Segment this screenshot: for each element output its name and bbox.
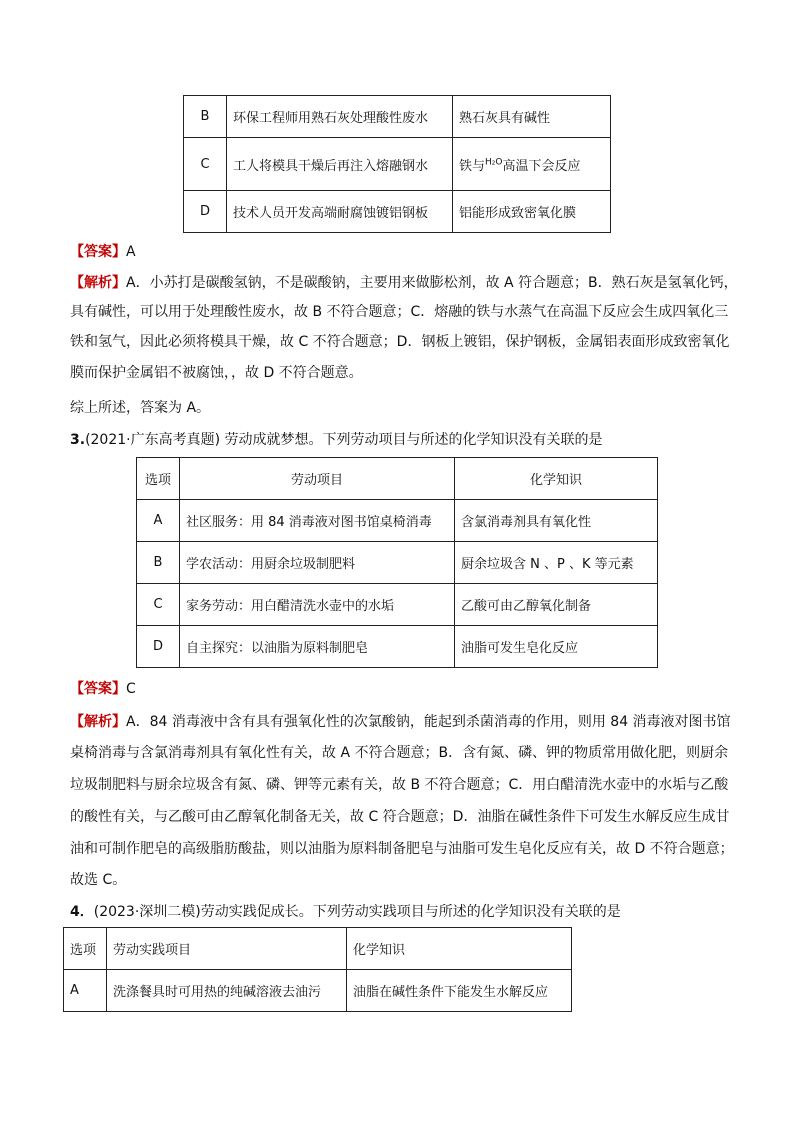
knowledge-text: 高温下会反应: [502, 158, 581, 174]
q2-analysis-line: [70, 274, 738, 292]
answer-label: 【答案】: [70, 681, 126, 697]
header-project: 劳动实践项目: [107, 928, 347, 970]
q3-options-table: [136, 457, 658, 668]
project-cell: 学农活动：用厨余垃圾制肥料: [180, 542, 455, 584]
project-cell: 工人将模具干燥后再注入熔融钢水: [227, 138, 453, 191]
analysis-label: 【解析】: [70, 714, 126, 730]
knowledge-cell: 乙酸可由乙醇氧化制备: [455, 584, 658, 626]
table-row: [184, 96, 611, 138]
analysis-text: 桌椅消毒与含氯消毒剂具有氧化性有关，故 A 不符合题意；B．含有氮、磷、钾的物质常用做化肥，则厨余: [70, 745, 729, 761]
question-number: 3.: [70, 432, 86, 448]
q3-analysis-line: [70, 713, 731, 731]
analysis-text: 垃圾制肥料与厨余垃圾含有氮、磷、钾等元素有关，故 B 不符合题意；C．用白醋清洗水壶中的水垢与乙酸: [70, 777, 729, 793]
answer-value: A: [126, 244, 136, 260]
analysis-text: A．小苏打是碳酸氢钠，不是碳酸钠，主要用来做膨松剂，故 A 符合题意；B．熟石灰是氢氧化钙，: [126, 275, 738, 291]
table-row: [137, 542, 658, 584]
knowledge-text: 铁与: [459, 158, 486, 174]
question-source: (2021·广东高考真题): [85, 432, 221, 448]
q3-stem: [70, 431, 603, 449]
analysis-text: 铁和氢气，因此必须将模具干燥，故 C 不符合题意；D．钢板上镀铝，保护钢板，金属铝表面形成致密氧化: [70, 334, 730, 350]
header-knowledge: 化学知识: [455, 458, 658, 500]
option-cell: A: [137, 500, 180, 542]
option-cell: D: [184, 191, 227, 233]
project-cell: 自主探究：以油脂为原料制肥皂: [180, 626, 455, 668]
analysis-text: 的酸性有关，与乙酸可由乙醇氧化制备无关，故 C 符合题意；D．油脂在碱性条件下可发生水解反应生成甘: [70, 809, 730, 825]
knowledge-cell: 熟石灰具有碱性: [453, 96, 611, 138]
knowledge-cell: [453, 138, 611, 191]
analysis-text: A．84 消毒液中含有具有强氧化性的次氯酸钠，能起到杀菌消毒的作用，则用 84 消毒液对图书馆: [126, 714, 731, 730]
header-option: 选项: [137, 458, 180, 500]
answer-value: C: [126, 681, 136, 697]
table-row: [137, 584, 658, 626]
knowledge-cell: 含氯消毒剂具有氧化性: [455, 500, 658, 542]
knowledge-cell: 铝能形成致密氧化膜: [453, 191, 611, 233]
question-source: (2023·深圳二模): [93, 904, 201, 920]
option-cell: C: [184, 138, 227, 191]
analysis-text: 油和可制作肥皂的高级脂肪酸盐，则以油脂为原料制备肥皂与油脂可发生皂化反应有关，故 D 不符合题意；: [70, 841, 734, 857]
option-cell: B: [184, 96, 227, 138]
table-header-row: [64, 928, 572, 970]
formula-h2o: H₂O: [485, 157, 503, 168]
analysis-label: 【解析】: [70, 275, 126, 291]
question-number: 4．: [70, 904, 94, 920]
project-cell: 社区服务：用 84 消毒液对图书馆桌椅消毒: [180, 500, 455, 542]
header-knowledge: 化学知识: [347, 928, 572, 970]
project-cell: 环保工程师用熟石灰处理酸性废水: [227, 96, 453, 138]
table-row: [184, 138, 611, 191]
table-row: [184, 191, 611, 233]
table-row: [64, 970, 572, 1012]
option-cell: A: [64, 970, 107, 1012]
header-project: 劳动项目: [180, 458, 455, 500]
table-row: [137, 626, 658, 668]
header-option: 选项: [64, 928, 107, 970]
table-header-row: [137, 458, 658, 500]
option-cell: D: [137, 626, 180, 668]
analysis-text: 具有碱性，可以用于处理酸性废水，故 B 不符合题意；C．熔融的铁与水蒸气在高温下反应会生成四氧化三: [70, 304, 729, 320]
q2-answer-line: [70, 243, 136, 261]
q3-answer-line: [70, 680, 136, 698]
project-cell: 技术人员开发高端耐腐蚀镀铝钢板: [227, 191, 453, 233]
option-cell: B: [137, 542, 180, 584]
knowledge-cell: 厨余垃圾含 N 、P 、K 等元素: [455, 542, 658, 584]
analysis-text: 膜而保护金属铝不被腐蚀，，故 D 不符合题意。: [70, 365, 363, 381]
option-cell: C: [137, 584, 180, 626]
question-stem: 劳动成就梦想。下列劳动项目与所述的化学知识没有关联的是: [224, 432, 603, 448]
conclusion-text: 故选 C。: [70, 872, 127, 888]
question-stem: 劳动实践促成长。下列劳动实践项目与所述的化学知识没有关联的是: [200, 904, 621, 920]
answer-label: 【答案】: [70, 244, 126, 260]
project-cell: 洗涤餐具时可用热的纯碱溶液去油污: [107, 970, 347, 1012]
knowledge-cell: 油脂可发生皂化反应: [455, 626, 658, 668]
table-row: [137, 500, 658, 542]
project-cell: 家务劳动：用白醋清洗水壶中的水垢: [180, 584, 455, 626]
summary-text: 综上所述，答案为 A。: [70, 400, 211, 416]
knowledge-cell: 油脂在碱性条件下能发生水解反应: [347, 970, 572, 1012]
q4-options-table: [63, 927, 572, 1012]
q2-options-table: [183, 95, 611, 233]
q4-stem: [70, 903, 621, 921]
